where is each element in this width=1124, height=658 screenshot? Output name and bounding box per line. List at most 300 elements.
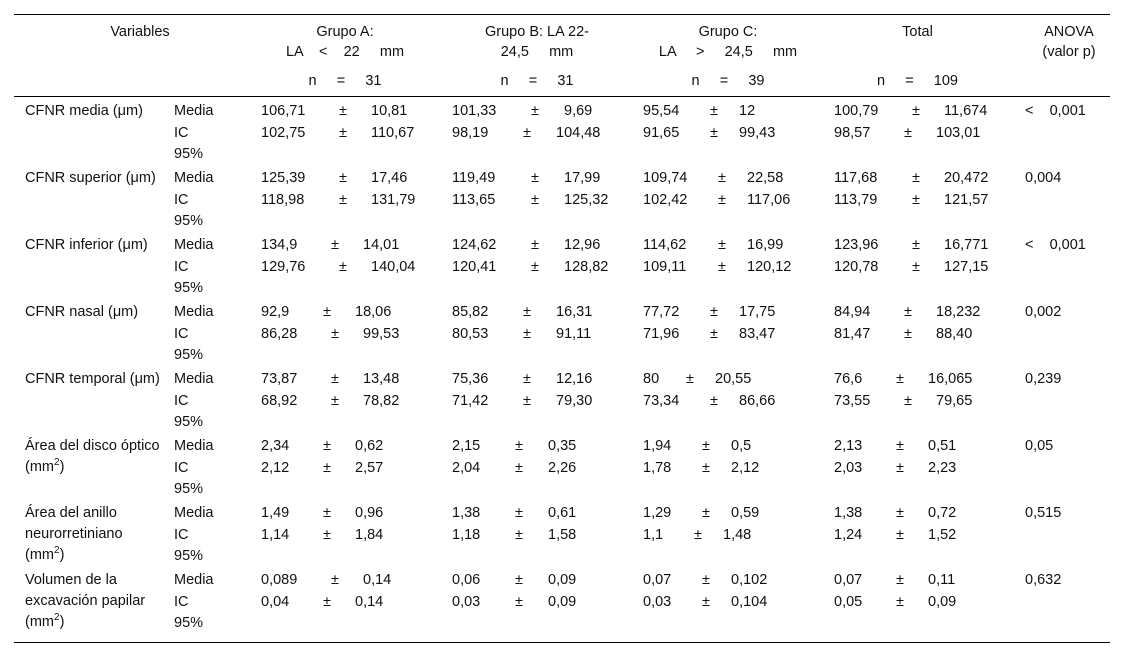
ci-value-low: 1,1 <box>643 527 664 543</box>
ci-value <box>452 257 608 278</box>
mean-value-high: 16,065 <box>928 371 973 387</box>
ci-value-low: 102,42 <box>643 192 688 208</box>
mean-value-low: 2,13 <box>834 438 863 454</box>
ci-value-high: 110,67 <box>371 125 415 141</box>
stat-label-media: Media <box>174 505 214 521</box>
mean-value-high: 12,96 <box>564 237 601 253</box>
plus-minus-symbol: ± <box>912 103 920 119</box>
header-group-c-n: n = 39 <box>691 73 765 89</box>
plus-minus-symbol: ± <box>515 460 523 476</box>
ci-value <box>261 123 414 144</box>
mean-value <box>834 168 988 189</box>
stat-label-ic: IC 95% <box>174 594 204 631</box>
ci-value-high: 0,09 <box>928 594 957 610</box>
ci-value-low: 1,18 <box>452 527 481 543</box>
ci-value <box>834 592 956 613</box>
plus-minus-symbol: ± <box>702 594 710 610</box>
mean-value-high: 12,16 <box>556 371 593 387</box>
header-group-c-criteria: LA > 24,5 mm <box>658 44 798 60</box>
header-group-a-n: n = 31 <box>308 73 382 89</box>
mean-value <box>834 436 956 457</box>
mean-value-low: 0,06 <box>452 572 481 588</box>
ci-value-high: 120,12 <box>747 259 792 275</box>
mean-value-high: 16,31 <box>556 304 593 320</box>
ci-value-high: 104,48 <box>556 125 601 141</box>
ci-value-high: 1,58 <box>548 527 577 543</box>
ci-value-high: 0,104 <box>731 594 768 610</box>
ci-value <box>452 458 576 479</box>
plus-minus-symbol: ± <box>531 192 539 208</box>
ci-value <box>452 525 576 546</box>
ci-value <box>643 257 791 278</box>
ci-value <box>643 525 751 546</box>
stat-label-ic: IC 95% <box>174 326 204 363</box>
plus-minus-symbol: ± <box>523 393 531 409</box>
mean-value <box>643 436 751 457</box>
ci-value-high: 91,11 <box>556 326 592 342</box>
mean-value-low: 117,68 <box>834 170 878 186</box>
mean-value <box>261 369 399 390</box>
mean-value-low: 80 <box>643 371 660 387</box>
plus-minus-symbol: ± <box>896 572 904 588</box>
plus-minus-symbol: ± <box>515 527 523 543</box>
ci-value-low: 0,05 <box>834 594 863 610</box>
header-group-a-criteria: LA < 22 mm <box>285 44 405 60</box>
mean-value-low: 119,49 <box>452 170 496 186</box>
stat-label-media: Media <box>174 371 214 387</box>
plus-minus-symbol: ± <box>896 460 904 476</box>
mean-value <box>452 369 592 390</box>
mean-value-high: 18,06 <box>355 304 392 320</box>
mean-value-low: 85,82 <box>452 304 489 320</box>
ci-value <box>834 525 956 546</box>
mean-value <box>643 570 767 591</box>
plus-minus-symbol: ± <box>531 259 539 275</box>
mean-value <box>834 235 988 256</box>
ci-value-high: 1,84 <box>355 527 384 543</box>
plus-minus-symbol: ± <box>896 527 904 543</box>
header-group-b-criteria: 24,5 mm <box>500 44 574 60</box>
mean-value <box>261 302 391 323</box>
plus-minus-symbol: ± <box>718 259 726 275</box>
mean-value-high: 0,59 <box>731 505 760 521</box>
mean-value <box>452 235 600 256</box>
mean-value-high: 0,102 <box>731 572 768 588</box>
variable-label: CFNR media (μm) <box>25 103 143 119</box>
mean-value-low: 134,9 <box>261 237 298 253</box>
mean-value-low: 106,71 <box>261 103 306 119</box>
variable-label: Área del disco óptico $(mm^2)$ <box>25 438 160 475</box>
unit-superscript: 2 <box>54 545 60 557</box>
ci-value-high: 131,79 <box>371 192 416 208</box>
ci-value <box>261 190 415 211</box>
mean-value-high: 0,11 <box>928 572 956 588</box>
ci-value-low: 1,24 <box>834 527 863 543</box>
variable-label: Área del anillo neurorretiniano $(mm^2)$ <box>25 505 123 563</box>
mean-value-high: 17,46 <box>371 170 408 186</box>
mean-value-high: 0,96 <box>355 505 384 521</box>
plus-minus-symbol: ± <box>702 438 710 454</box>
mean-value-low: 125,39 <box>261 170 306 186</box>
ci-value-low: 73,55 <box>834 393 871 409</box>
mean-value <box>452 168 600 189</box>
ci-value-low: 73,34 <box>643 393 680 409</box>
ci-value-low: 0,04 <box>261 594 290 610</box>
mean-value <box>834 369 972 390</box>
mean-value-low: 109,74 <box>643 170 688 186</box>
ci-value-low: 0,03 <box>452 594 481 610</box>
header-total <box>835 22 1000 91</box>
plus-minus-symbol: ± <box>515 438 523 454</box>
plus-minus-symbol: ± <box>331 237 339 253</box>
mean-value-high: 9,69 <box>564 103 593 119</box>
mean-value-high: 0,51 <box>928 438 957 454</box>
plus-minus-symbol: ± <box>523 125 531 141</box>
ci-value-low: 118,98 <box>261 192 305 208</box>
stat-label-media: Media <box>174 237 214 253</box>
ci-value <box>643 123 775 144</box>
mean-value-low: 1,94 <box>643 438 672 454</box>
plus-minus-symbol: ± <box>896 505 904 521</box>
ci-value-high: 0,14 <box>355 594 384 610</box>
ci-value <box>834 257 988 278</box>
mean-value-low: 77,72 <box>643 304 680 320</box>
mean-value <box>834 570 955 591</box>
stat-label-ic: IC 95% <box>174 259 204 296</box>
plus-minus-symbol: ± <box>323 304 331 320</box>
mean-value-low: 123,96 <box>834 237 879 253</box>
anova-p-value: 0,515 <box>1025 505 1062 521</box>
ci-value-high: 140,04 <box>371 259 416 275</box>
plus-minus-symbol: ± <box>710 393 718 409</box>
stat-label-media: Media <box>174 304 214 320</box>
mean-value-low: 75,36 <box>452 371 489 387</box>
header-group-b-title: Grupo B: LA 22- <box>485 24 589 40</box>
mean-value-high: 10,81 <box>371 103 408 119</box>
plus-minus-symbol: ± <box>702 505 710 521</box>
stat-label-ic: IC 95% <box>174 125 204 162</box>
mean-value <box>452 503 576 524</box>
mean-value-high: 0,35 <box>548 438 577 454</box>
plus-minus-symbol: ± <box>339 103 347 119</box>
plus-minus-symbol: ± <box>339 192 347 208</box>
mean-value-low: 1,38 <box>834 505 863 521</box>
ci-value <box>643 458 759 479</box>
mean-value <box>452 101 592 122</box>
mean-value-high: 16,99 <box>747 237 784 253</box>
mean-value <box>643 369 751 390</box>
plus-minus-symbol: ± <box>718 170 726 186</box>
ci-value-high: 79,65 <box>936 393 973 409</box>
plus-minus-symbol: ± <box>912 192 920 208</box>
ci-value <box>261 592 383 613</box>
ci-value-low: 109,11 <box>643 259 687 275</box>
plus-minus-symbol: ± <box>331 393 339 409</box>
anova-p-value: < 0,001 <box>1025 237 1086 253</box>
plus-minus-symbol: ± <box>710 103 718 119</box>
plus-minus-symbol: ± <box>531 237 539 253</box>
mean-value-low: 1,38 <box>452 505 481 521</box>
stat-label-ic: IC 95% <box>174 527 204 564</box>
ci-value-high: 1,52 <box>928 527 957 543</box>
anova-p-value: 0,632 <box>1025 572 1062 588</box>
mean-value <box>834 503 956 524</box>
mean-value <box>261 503 383 524</box>
ci-value-low: 2,03 <box>834 460 863 476</box>
anova-p-value: 0,05 <box>1025 438 1054 454</box>
ci-value <box>834 190 988 211</box>
top-rule <box>14 14 1110 15</box>
plus-minus-symbol: ± <box>904 326 912 342</box>
ci-value-high: 88,40 <box>936 326 973 342</box>
ci-value-low: 120,78 <box>834 259 879 275</box>
plus-minus-symbol: ± <box>523 371 531 387</box>
plus-minus-symbol: ± <box>710 125 718 141</box>
plus-minus-symbol: ± <box>686 371 694 387</box>
mean-value-high: 18,232 <box>936 304 981 320</box>
mean-value-high: 0,62 <box>355 438 384 454</box>
ci-value <box>834 391 972 412</box>
mean-value-high: 0,72 <box>928 505 957 521</box>
mean-value-high: 22,58 <box>747 170 784 186</box>
ci-value <box>452 592 576 613</box>
ci-value-low: 80,53 <box>452 326 489 342</box>
stat-label-media: Media <box>174 103 214 119</box>
ci-value-high: 2,23 <box>928 460 957 476</box>
ci-value-low: 2,04 <box>452 460 481 476</box>
plus-minus-symbol: ± <box>331 326 339 342</box>
mean-value <box>452 302 592 323</box>
plus-minus-symbol: ± <box>904 304 912 320</box>
ci-value <box>643 190 790 211</box>
anova-p-value: 0,004 <box>1025 170 1062 186</box>
mean-value <box>261 235 399 256</box>
ci-value-low: 113,65 <box>452 192 496 208</box>
plus-minus-symbol: ± <box>339 170 347 186</box>
mean-value-low: 1,49 <box>261 505 290 521</box>
ci-value-high: 2,12 <box>731 460 760 476</box>
header-group-c-title: Grupo C: <box>698 24 758 40</box>
ci-value <box>452 391 592 412</box>
ci-value-low: 98,57 <box>834 125 871 141</box>
mean-value-low: 0,07 <box>643 572 672 588</box>
ci-value-low: 91,65 <box>643 125 680 141</box>
header-group-a-title: Grupo A: <box>316 24 374 40</box>
plus-minus-symbol: ± <box>515 572 523 588</box>
mean-value-high: 0,09 <box>548 572 577 588</box>
plus-minus-symbol: ± <box>896 594 904 610</box>
anova-p-value: 0,002 <box>1025 304 1062 320</box>
ci-value-low: 81,47 <box>834 326 871 342</box>
mean-value <box>261 570 391 591</box>
ci-value-high: 121,57 <box>944 192 989 208</box>
anova-p-value: 0,239 <box>1025 371 1062 387</box>
plus-minus-symbol: ± <box>710 326 718 342</box>
ci-value-high: 125,32 <box>564 192 609 208</box>
mean-value-high: 11,674 <box>944 103 988 119</box>
ci-value-low: 113,79 <box>834 192 878 208</box>
header-anova <box>1024 22 1114 62</box>
header-rule <box>14 96 1110 97</box>
plus-minus-symbol: ± <box>531 103 539 119</box>
plus-minus-symbol: ± <box>904 125 912 141</box>
mean-value-high: 17,99 <box>564 170 601 186</box>
mean-value <box>643 168 783 189</box>
ci-value-high: 103,01 <box>936 125 981 141</box>
mean-value <box>643 101 755 122</box>
mean-value-high: 20,472 <box>944 170 989 186</box>
mean-value-low: 124,62 <box>452 237 497 253</box>
mean-value-low: 101,33 <box>452 103 497 119</box>
stat-label-media: Media <box>174 438 214 454</box>
mean-value <box>452 436 576 457</box>
plus-minus-symbol: ± <box>896 438 904 454</box>
plus-minus-symbol: ± <box>323 505 331 521</box>
mean-value-high: 13,48 <box>363 371 400 387</box>
plus-minus-symbol: ± <box>912 259 920 275</box>
variable-label: CFNR inferior (μm) <box>25 237 148 253</box>
ci-value <box>643 592 767 613</box>
stat-label-ic: IC 95% <box>174 460 204 497</box>
plus-minus-symbol: ± <box>904 393 912 409</box>
mean-value <box>834 101 987 122</box>
unit-superscript: 2 <box>54 457 60 469</box>
ci-value <box>834 123 980 144</box>
mean-value <box>643 503 759 524</box>
stat-label-media: Media <box>174 572 214 588</box>
header-total-title: Total <box>902 24 933 40</box>
ci-value-low: 2,12 <box>261 460 290 476</box>
ci-value <box>261 525 383 546</box>
ci-value-low: 129,76 <box>261 259 306 275</box>
mean-value-high: 14,01 <box>363 237 400 253</box>
plus-minus-symbol: ± <box>912 170 920 186</box>
plus-minus-symbol: ± <box>323 527 331 543</box>
stat-label-ic: IC 95% <box>174 192 204 229</box>
variable-label: CFNR temporal (μm) <box>25 371 160 387</box>
plus-minus-symbol: ± <box>515 505 523 521</box>
mean-value-high: 16,771 <box>944 237 989 253</box>
mean-value-low: 100,79 <box>834 103 879 119</box>
mean-value-high: 20,55 <box>715 371 752 387</box>
mean-value <box>452 570 576 591</box>
ci-value-high: 78,82 <box>363 393 400 409</box>
plus-minus-symbol: ± <box>339 125 347 141</box>
ci-value-low: 120,41 <box>452 259 497 275</box>
mean-value-low: 114,62 <box>643 237 687 253</box>
ci-value-low: 0,03 <box>643 594 672 610</box>
header-total-n: n = 109 <box>876 73 958 89</box>
mean-value-high: 17,75 <box>739 304 776 320</box>
ci-value-low: 68,92 <box>261 393 298 409</box>
plus-minus-symbol: ± <box>702 460 710 476</box>
ci-value <box>834 458 956 479</box>
ci-value-high: 99,53 <box>363 326 400 342</box>
ci-value <box>643 391 775 412</box>
plus-minus-symbol: ± <box>718 237 726 253</box>
ci-value-high: 117,06 <box>747 192 791 208</box>
unit-superscript: 2 <box>54 612 60 624</box>
ci-value-high: 0,09 <box>548 594 577 610</box>
ci-value <box>452 324 591 345</box>
mean-value-low: 0,07 <box>834 572 863 588</box>
header-anova-title: ANOVA <box>1044 24 1094 40</box>
ci-value-high: 1,48 <box>723 527 752 543</box>
ci-value-low: 1,14 <box>261 527 290 543</box>
variable-label: CFNR superior (μm) <box>25 170 156 186</box>
header-group-a <box>260 22 430 91</box>
mean-value-low: 0,089 <box>261 572 298 588</box>
plus-minus-symbol: ± <box>694 527 702 543</box>
plus-minus-symbol: ± <box>323 594 331 610</box>
plus-minus-symbol: ± <box>718 192 726 208</box>
stat-label-ic: IC 95% <box>174 393 204 430</box>
ci-value-high: 99,43 <box>739 125 776 141</box>
ci-value-low: 98,19 <box>452 125 489 141</box>
plus-minus-symbol: ± <box>515 594 523 610</box>
mean-value-high: 0,14 <box>363 572 392 588</box>
mean-value-low: 1,29 <box>643 505 672 521</box>
plus-minus-symbol: ± <box>912 237 920 253</box>
ci-value <box>261 324 399 345</box>
ci-value <box>834 324 972 345</box>
mean-value <box>261 168 407 189</box>
mean-value-low: 95,54 <box>643 103 680 119</box>
ci-value <box>643 324 775 345</box>
mean-value <box>643 302 775 323</box>
header-group-c <box>643 22 813 91</box>
bottom-rule <box>14 642 1110 643</box>
plus-minus-symbol: ± <box>323 438 331 454</box>
ci-value-low: 86,28 <box>261 326 298 342</box>
ci-value <box>261 458 383 479</box>
stat-label-media: Media <box>174 170 214 186</box>
ci-value-high: 2,57 <box>355 460 384 476</box>
anova-p-value: < 0,001 <box>1025 103 1086 119</box>
plus-minus-symbol: ± <box>523 326 531 342</box>
plus-minus-symbol: ± <box>523 304 531 320</box>
plus-minus-symbol: ± <box>339 259 347 275</box>
ci-value-high: 127,15 <box>944 259 989 275</box>
ci-value-high: 128,82 <box>564 259 609 275</box>
plus-minus-symbol: ± <box>896 371 904 387</box>
plus-minus-symbol: ± <box>331 371 339 387</box>
ci-value-low: 102,75 <box>261 125 306 141</box>
ci-value-high: 83,47 <box>739 326 776 342</box>
plus-minus-symbol: ± <box>710 304 718 320</box>
ci-value-high: 2,26 <box>548 460 577 476</box>
mean-value-high: 0,5 <box>731 438 752 454</box>
mean-value-low: 76,6 <box>834 371 863 387</box>
mean-value-low: 84,94 <box>834 304 871 320</box>
variable-label: CFNR nasal (μm) <box>25 304 139 320</box>
mean-value <box>261 436 383 457</box>
mean-value-high: 12 <box>739 103 756 119</box>
mean-value <box>643 235 783 256</box>
ci-value-low: 1,78 <box>643 460 672 476</box>
mean-value-high: 0,61 <box>548 505 577 521</box>
mean-value-low: 2,34 <box>261 438 290 454</box>
header-group-b-n: n = 31 <box>500 73 574 89</box>
mean-value <box>261 101 407 122</box>
ci-value-high: 86,66 <box>739 393 776 409</box>
variable-label: Volumen de la excavación papilar $(mm^2)$ <box>25 572 146 630</box>
mean-value-low: 73,87 <box>261 371 298 387</box>
ci-value-low: 71,42 <box>452 393 489 409</box>
plus-minus-symbol: ± <box>531 170 539 186</box>
ci-value <box>452 123 600 144</box>
plus-minus-symbol: ± <box>323 460 331 476</box>
